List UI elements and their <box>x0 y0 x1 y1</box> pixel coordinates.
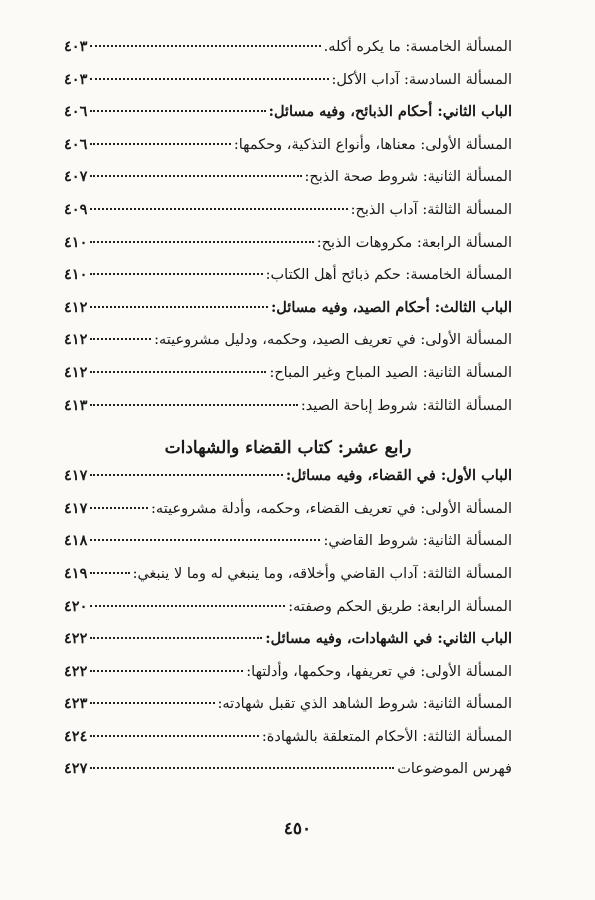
toc-entry <box>64 695 512 728</box>
toc-entry-title: الباب الثاني: في الشهادات، وفيه مسائل: <box>265 630 512 648</box>
toc-entry-page: ٤٠٣ <box>64 38 88 55</box>
toc-entry-page: ٤٠٣ <box>64 70 88 88</box>
dot-leader <box>90 767 394 769</box>
toc-entry <box>64 760 512 793</box>
dot-leader <box>90 143 230 145</box>
toc-entry <box>64 266 512 299</box>
toc-entry-title: المسألة الأولى: في تعريفها، وحكمها، وأدلتها: <box>246 663 512 680</box>
toc-entry-title: المسألة الأولى: في تعريف الصيد، وحكمه، ودليل مشروعيته: <box>154 332 512 349</box>
toc-entry <box>64 299 512 332</box>
dot-leader <box>90 605 285 607</box>
toc-entry <box>64 364 512 397</box>
dot-leader <box>90 306 268 308</box>
toc-entry-title: المسألة الثانية: شروط القاضي: <box>323 533 512 550</box>
toc-entry-page: ٤٢٧ <box>64 760 88 778</box>
toc-entry-page: ٤١٠ <box>64 266 88 284</box>
toc-entry-title: المسألة السادسة: آداب الأكل: <box>331 71 512 88</box>
toc-entry <box>64 71 512 104</box>
toc-entry <box>64 532 512 565</box>
toc-entry-page: ٤١٣ <box>64 396 88 414</box>
dot-leader <box>90 208 347 210</box>
section-heading: رابع عشر: كتاب القضاء والشهادات <box>164 438 412 459</box>
toc-entry-page: ٤٠٦ <box>64 103 88 121</box>
toc-entry <box>64 467 512 500</box>
toc-entry-page: ٤٢٠ <box>64 597 88 615</box>
toc-entry-page: ٤٢٢ <box>64 662 88 680</box>
toc-entry-page: ٤٢٢ <box>64 630 88 648</box>
toc-entry-title: المسألة الثالثة: آداب الذبح: <box>350 201 512 218</box>
toc-entry-title: المسألة الثانية: شروط صحة الذبح: <box>304 169 512 186</box>
toc-entry-page: ٤٠٧ <box>64 168 88 186</box>
dot-leader <box>90 702 214 704</box>
toc-entry-title: المسألة الأولى: معناها، وأنواع التذكية، وحكمها: <box>233 136 512 153</box>
toc-entry-title: المسألة الثالثة: آداب القاضي وأخلاقه، وما ينبغي له وما لا ينبغي: <box>132 565 512 582</box>
toc-entry <box>64 136 512 169</box>
toc-entry-title: المسألة الثالثة: شروط إباحة الصيد: <box>300 397 512 414</box>
toc-entry <box>64 630 512 663</box>
toc-entry-page: ٤١٢ <box>64 331 88 349</box>
dot-leader <box>90 241 313 243</box>
toc-entry <box>64 234 512 267</box>
toc-entry <box>64 565 512 598</box>
toc-entry <box>64 168 512 201</box>
page-number: ٤٥٠ <box>283 819 312 839</box>
toc-entry-title: المسألة الأولى: في تعريف القضاء، وحكمه، وأدلة مشروعيته: <box>151 500 512 517</box>
toc-entry <box>64 598 512 631</box>
dot-leader <box>90 507 148 509</box>
dot-leader <box>90 474 282 476</box>
toc-entry-page: ٤١٠ <box>64 233 88 251</box>
toc-entry-page: ٤١٩ <box>64 564 88 582</box>
dot-leader <box>90 45 320 47</box>
dot-leader <box>90 404 297 406</box>
toc-entry <box>64 201 512 234</box>
toc-entry-page: ٤١٢ <box>64 363 88 381</box>
dot-leader <box>90 637 262 639</box>
table-of-contents <box>64 38 512 793</box>
dot-leader <box>90 78 328 80</box>
dot-leader <box>90 539 320 541</box>
dot-leader <box>90 371 266 373</box>
dot-leader <box>90 572 129 574</box>
toc-entry-page: ٤٢٤ <box>64 727 88 745</box>
dot-leader <box>90 273 262 275</box>
toc-entry-title: الباب الأول: في القضاء، وفيه مسائل: <box>285 467 512 485</box>
toc-entry <box>64 38 512 71</box>
toc-entry-title: المسألة الثانية: الصيد المباح وغير المباح: <box>269 364 512 381</box>
toc-entry-page: ٤٠٩ <box>64 200 88 218</box>
toc-entry <box>64 103 512 136</box>
toc-block-sacrifices-hunting <box>64 38 512 429</box>
toc-entry-title: المسألة الخامسة: ما يكره أكله. <box>323 39 512 55</box>
toc-entry <box>64 331 512 364</box>
toc-entry-title: فهرس الموضوعات <box>397 761 512 778</box>
dot-leader <box>90 670 243 672</box>
toc-entry-title: المسألة الثالثة: الأحكام المتعلقة بالشهادة: <box>261 728 512 745</box>
toc-entry <box>64 663 512 696</box>
toc-entry-page: ٤١٢ <box>64 298 88 316</box>
toc-block-judiciary-testimony <box>64 467 512 793</box>
dot-leader <box>90 175 301 177</box>
toc-entry <box>64 397 512 430</box>
toc-entry-page: ٤٠٦ <box>64 135 88 153</box>
toc-entry-title: المسألة الرابعة: مكروهات الذبح: <box>316 234 512 251</box>
toc-entry-title: المسألة الرابعة: طريق الحكم وصفته: <box>288 598 512 615</box>
toc-entry-page: ٤١٨ <box>64 532 88 550</box>
dot-leader <box>90 735 259 737</box>
toc-entry-title: الباب الثالث: أحكام الصيد، وفيه مسائل: <box>270 298 512 316</box>
toc-entry <box>64 728 512 761</box>
toc-entry-title: المسألة الخامسة: حكم ذبائح أهل الكتاب: <box>265 267 512 284</box>
toc-entry <box>64 500 512 533</box>
toc-entry-title: المسألة الثانية: شروط الشاهد الذي تقبل شهادته: <box>217 696 512 713</box>
dot-leader <box>90 338 151 340</box>
toc-entry-title: الباب الثاني: أحكام الذبائح، وفيه مسائل: <box>268 103 512 121</box>
toc-entry-page: ٤١٧ <box>64 467 88 485</box>
toc-entry-page: ٤١٧ <box>64 499 88 517</box>
toc-entry-page: ٤٢٣ <box>64 695 88 713</box>
dot-leader <box>90 110 265 112</box>
